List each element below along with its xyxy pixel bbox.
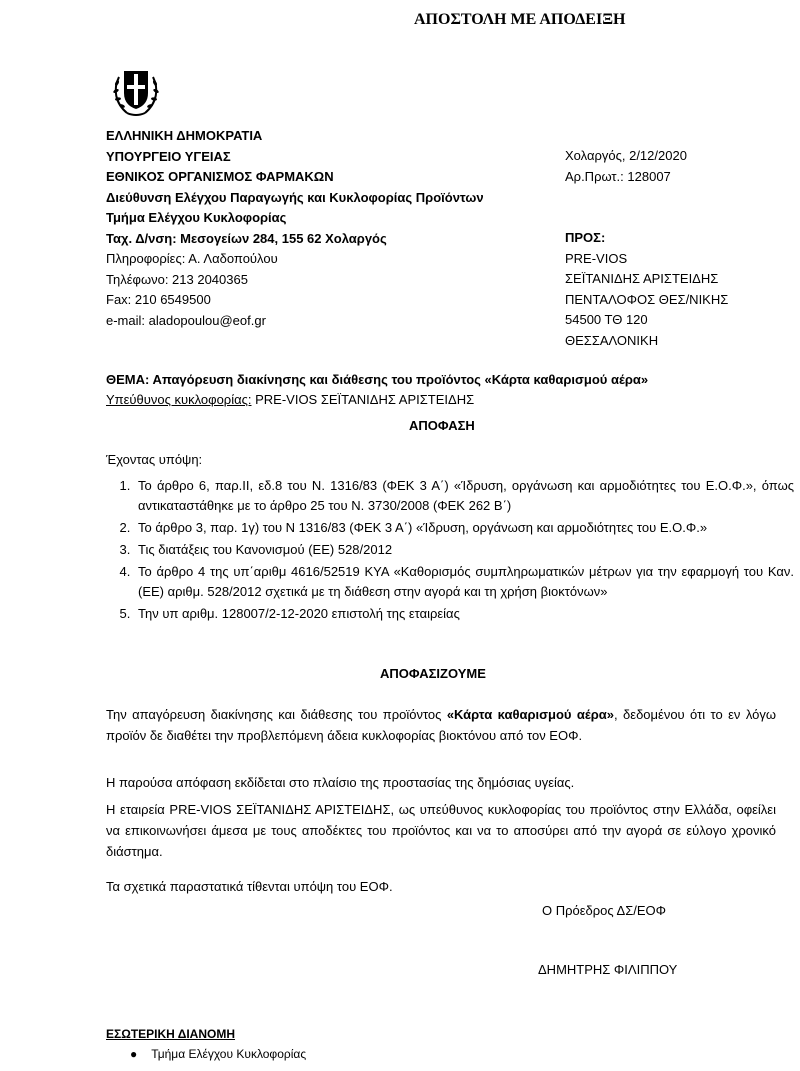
sender-block bbox=[106, 126, 484, 331]
sender-info: Πληροφορίες: Α. Λαδοπούλου bbox=[106, 251, 278, 266]
document-date: Χολαργός, 2/12/2020 bbox=[565, 148, 687, 163]
resolution-heading: ΑΠΟΦΑΣΙΖΟΥΜΕ bbox=[380, 666, 486, 681]
paragraph-text: Την απαγόρευση διακίνησης και διάθεσης του προϊόντος bbox=[106, 707, 447, 722]
resolution-paragraph-1 bbox=[106, 704, 776, 746]
resolution-paragraph-4: Τα σχετικά παραστατικά τίθενται υπόψη του ΕΟΦ. bbox=[106, 879, 393, 894]
sender-country: ΕΛΛΗΝΙΚΗ ΔΗΜΟΚΡΑΤΙΑ bbox=[106, 128, 263, 143]
resolution-paragraph-3: Η εταιρεία PRE-VIOS ΣΕΪΤΑΝΙΔΗΣ ΑΡΙΣΤΕΙΔΗΣ, ως υπεύθυνος κυκλοφορίας του προϊόντος στην Ελλάδα, οφείλει να επικοινωνήσει άμεσα με τους αποδέκτες του προϊόντος και να το αποσύρει από την αγορά σε εύλογο χρονικό διάστημα. bbox=[106, 802, 776, 859]
paragraph-text: , δεδομένου ότι το εν λόγω προϊόν δε διαθέτει την προβλεπόμενη άδεια κυκλοφορίας βιοκτόνου από τον ΕΟΦ. bbox=[106, 707, 777, 743]
document-title: ΑΠΟΣΤΟΛΗ ΜΕ ΑΠΟΔΕΙΞΗ bbox=[414, 11, 626, 28]
sender-fax: Fax: 210 6549500 bbox=[106, 292, 211, 307]
recipient-line-4: 54500 ΤΘ 120 bbox=[565, 312, 648, 327]
sender-address: Ταχ. Δ/νση: Μεσογείων 284, 155 62 Χολαργός bbox=[106, 230, 387, 246]
recipient-block bbox=[565, 228, 728, 351]
signatory-title: Ο Πρόεδρος ΔΣ/ΕΟΦ bbox=[542, 903, 667, 918]
recipient-line-1: PRE-VIOS bbox=[565, 250, 628, 266]
sender-phone: Τηλέφωνο: 213 2040365 bbox=[106, 271, 248, 287]
recipient-line-2: ΣΕΪΤΑΝΙΔΗΣ ΑΡΙΣΤΕΙΔΗΣ bbox=[565, 271, 719, 286]
resolution-paragraph-2: Η παρούσα απόφαση εκδίδεται στο πλαίσιο της προστασίας της δημόσιας υγείας. bbox=[106, 775, 575, 790]
sender-ministry: ΥΠΟΥΡΓΕΙΟ ΥΓΕΙΑΣ bbox=[106, 148, 231, 164]
signatory-name: ΔΗΜΗΤΡΗΣ ΦΙΛΙΠΠΟΥ bbox=[538, 962, 678, 977]
sender-department: Τμήμα Ελέγχου Κυκλοφορίας bbox=[106, 210, 287, 225]
recipient-line-3: ΠΕΝΤΑΛΟΦΟΣ ΘΕΣ/ΝΙΚΗΣ bbox=[565, 291, 729, 307]
list-item: 4. Το άρθρο 4 της υπ΄αριθμ 4616/52519 ΚΥΑ «Καθορισμός συμπληρωματικών μέτρων για την εφαρμογή του Καν. (ΕΕ) αριθμ. 528/2012 σχετικά με τη διάθεση στην αγορά και τη χρήση βιοκτόνων» bbox=[134, 562, 794, 602]
protocol-number: Αρ.Πρωτ.: 128007 bbox=[565, 168, 671, 184]
sender-directorate: Διεύθυνση Ελέγχου Παραγωγής και Κυκλοφορίας Προϊόντων bbox=[106, 189, 484, 205]
product-name: «Κάρτα καθαρισμού αέρα» bbox=[446, 707, 615, 722]
greek-coat-of-arms-icon bbox=[111, 63, 161, 119]
recipient-line-5: ΘΕΣΣΑΛΟΝΙΚΗ bbox=[565, 332, 659, 348]
considerations-list bbox=[106, 476, 794, 626]
considering-label: Έχοντας υπόψη: bbox=[106, 452, 203, 467]
list-item: 5. Την υπ αριθμ. 128007/2-12-2020 επιστολή της εταιρείας bbox=[134, 604, 794, 624]
subject-block bbox=[106, 370, 648, 410]
sender-email: e-mail: aladopoulou@eof.gr bbox=[106, 312, 266, 328]
responsible-value: PRE-VIOS ΣΕΪΤΑΝΙΔΗΣ ΑΡΙΣΤΕΙΔΗΣ bbox=[251, 392, 475, 407]
date-block bbox=[565, 146, 687, 187]
sender-organization: ΕΘΝΙΚΟΣ ΟΡΓΑΝΙΣΜΟΣ ΦΑΡΜΑΚΩΝ bbox=[106, 169, 334, 184]
bullet-icon: ● bbox=[130, 1047, 138, 1061]
subject-line: ΘΕΜΑ: Απαγόρευση διακίνησης και διάθεσης του προϊόντος «Κάρτα καθαρισμού αέρα» bbox=[106, 372, 649, 387]
distribution-heading: ΕΣΩΤΕΡΙΚΗ ΔΙΑΝΟΜΗ bbox=[106, 1027, 236, 1041]
list-item: 3. Τις διατάξεις του Κανονισμού (ΕΕ) 528/2012 bbox=[134, 540, 794, 560]
recipient-label: ΠΡΟΣ: bbox=[565, 230, 606, 245]
distribution-item-label: Τμήμα Ελέγχου Κυκλοφορίας bbox=[151, 1047, 307, 1061]
list-item bbox=[130, 1047, 306, 1061]
decision-heading: ΑΠΟΦΑΣΗ bbox=[409, 418, 475, 433]
responsible-label: Υπεύθυνος κυκλοφορίας: bbox=[106, 392, 252, 407]
responsible-line bbox=[106, 390, 648, 410]
list-item: 1. Το άρθρο 6, παρ.ΙΙ, εδ.8 του Ν. 1316/83 (ΦΕΚ 3 Α΄) «Ίδρυση, οργάνωση και αρμοδιότητες του Ε.Ο.Φ.», όπως αντικαταστάθηκε με το άρθρο 25 του Ν. 3730/2008 (ΦΕΚ 262 Β΄) bbox=[134, 476, 794, 516]
list-item: 2. Το άρθρο 3, παρ. 1γ) του Ν 1316/83 (ΦΕΚ 3 Α΄) «Ίδρυση, οργάνωση και αρμοδιότητες του Ε.Ο.Φ.» bbox=[134, 518, 794, 538]
